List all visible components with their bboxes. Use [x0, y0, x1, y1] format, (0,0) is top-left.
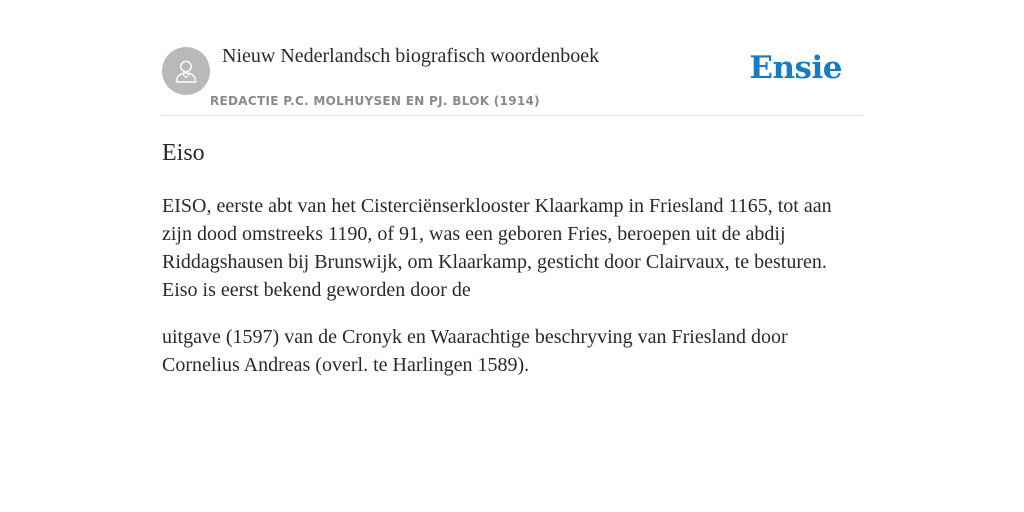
brand-logo[interactable]: Ensie	[749, 50, 842, 86]
article-title: Eiso	[162, 140, 205, 166]
user-icon	[172, 57, 200, 85]
article-paragraph: uitgave (1597) van de Cronyk en Waarachtige beschryving van Friesland door Cornelius Andreas (overl. te Harlingen 1589).	[162, 326, 788, 376]
source-editors: REDACTIE P.C. MOLHUYSEN EN PJ. BLOK (1914)	[210, 94, 540, 108]
article-paragraph: EISO, eerste abt van het Cisterciënserklooster Klaarkamp in Friesland 1165, tot aan zijn dood omstreeks 1190, of 91, was een geboren Fries, beroepen uit de abdij Riddagshausen bij Brunswijk, om Klaarkamp, gesticht door Clairvaux, te besturen. Eiso is eerst bekend geworden door de	[162, 195, 832, 301]
source-avatar[interactable]	[162, 47, 210, 95]
source-title[interactable]: Nieuw Nederlandsch biografisch woordenboek	[222, 45, 600, 67]
source-header	[162, 40, 862, 116]
